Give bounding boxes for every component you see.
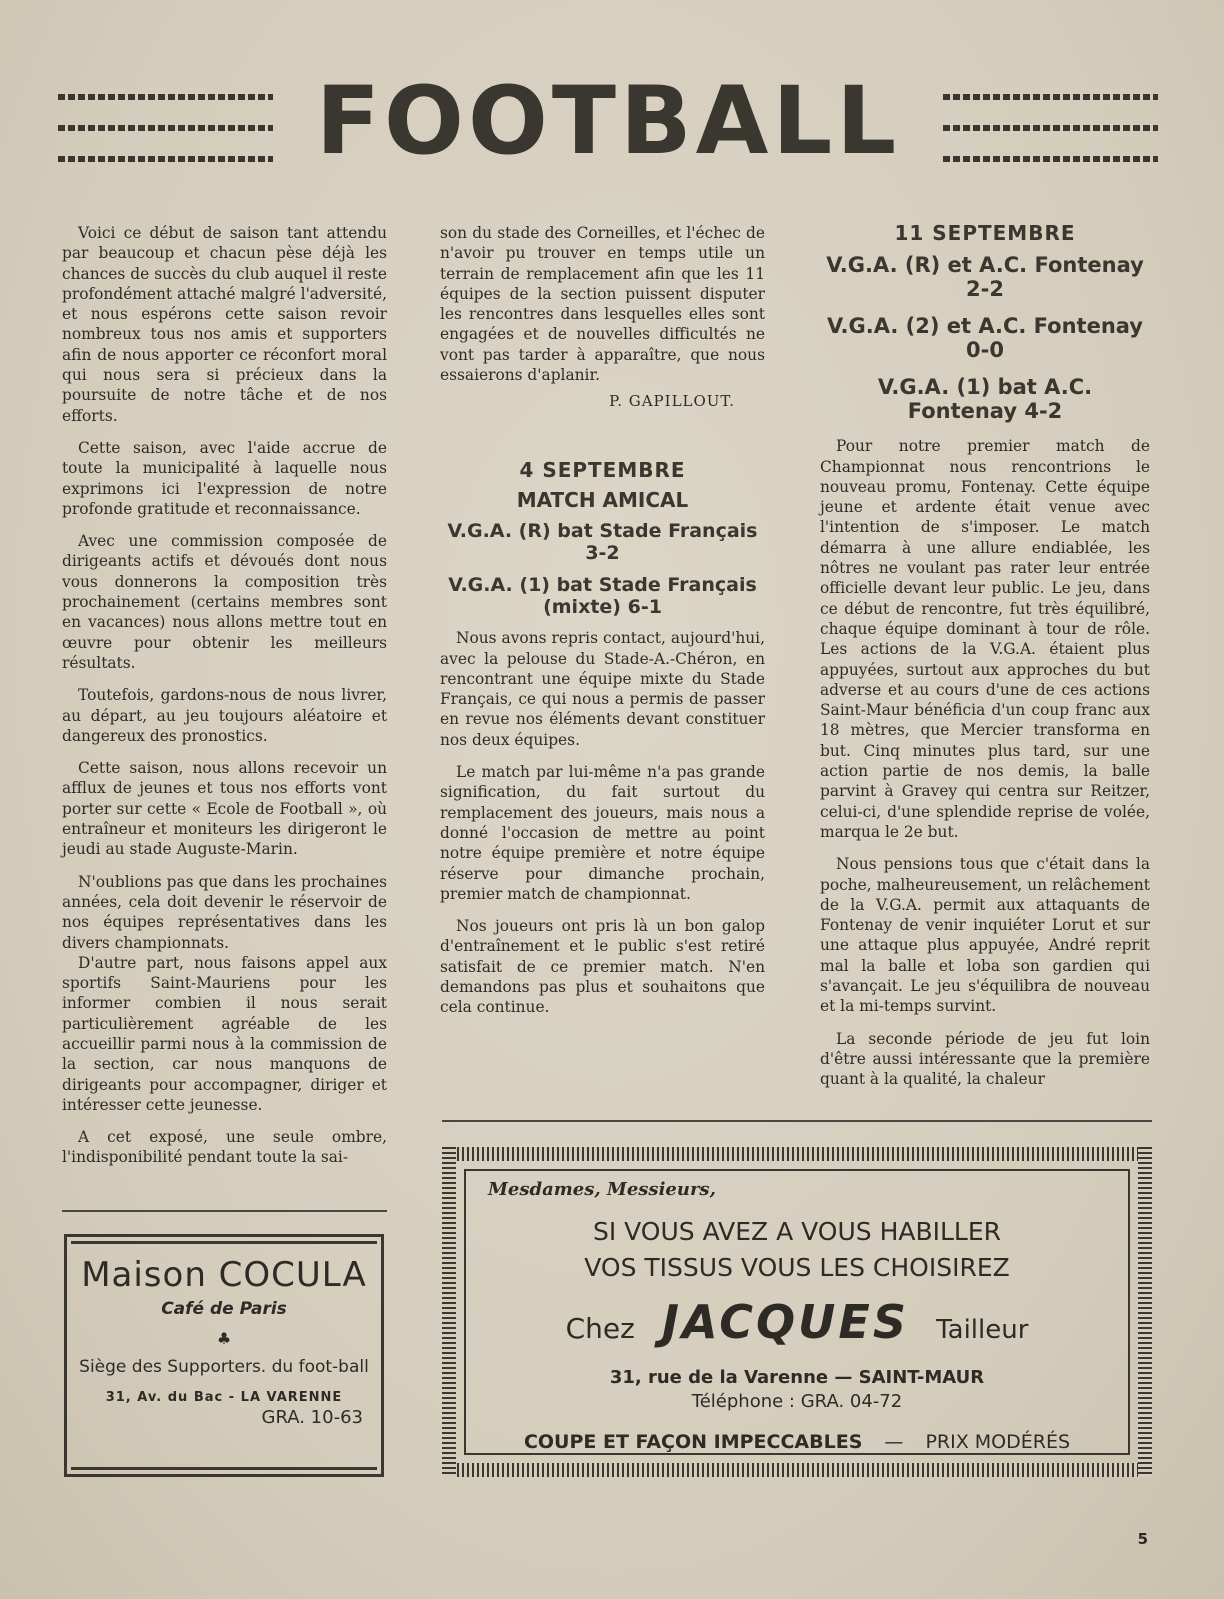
ad-tagline-sep: — bbox=[884, 1431, 904, 1453]
paragraph: N'oublions pas que dans les prochaines années, cela doit devenir le réservoir de nos équipes représentatives dans les divers championnats. bbox=[62, 872, 387, 952]
ad-border-right bbox=[1138, 1147, 1152, 1477]
clover-icon: ♣ bbox=[216, 1329, 232, 1348]
ad-brand: JACQUES bbox=[661, 1295, 909, 1349]
paragraph: Pour notre premier match de Championnat nous rencontrions le nouveau promu, Fontenay. Cette équipe jeune et ardente était venue avec l'intention de s'imposer. Le match démarra à une allure endiablée, les nôtres ne voulant pas rater leur entrée officielle devant leur public. Le jeu, dans ce début de rencontre, fut très équilibré, chaque équipe dominant à tour de rôle. Les actions de la V.G.A. étaient plus appuyées, surtout aux approches du but adverse et au cours d'une de ces actions Saint-Maur bénéficia d'un coup franc aux 18 mètres, que Mercier transforma en but. Cinq minutes plus tard, sur une action partie de nos demis, la balle parvint à Gravey qui centra sur Reitzer, celui-ci, d'une splendide reprise de volée, marqua le 2e but. bbox=[820, 437, 1150, 841]
paragraph: son du stade des Corneilles, et l'échec de n'avoir pu trouver en temps utile un terrain de remplacement afin que les 11 équipes de la section puissent disputer les rencontres dans lesquelles elles sont engagées et de nouvelles difficultés ne vont pas tarder à apparaître, que nous essaierons d'aplanir. bbox=[440, 224, 765, 385]
ad-brand-row bbox=[466, 1295, 1128, 1349]
author-signature: P. GAPILLOUT. bbox=[609, 392, 735, 411]
paragraph: D'autre part, nous faisons appel aux sportifs Saint-Mauriens pour les informer combien il nous serait particulièrement agréable de les accueillir parmi nous à la commission de la section, car nous manquons de dirigeants pour accompagner, diriger et intéresser cette jeunesse. bbox=[62, 953, 387, 1114]
ad-phone: Téléphone : GRA. 04-72 bbox=[691, 1391, 903, 1412]
header-rules-left bbox=[58, 94, 273, 164]
divider bbox=[62, 1210, 387, 1212]
match-result: V.G.A. (2) et A.C. Fontenay 0-0 bbox=[826, 314, 1143, 363]
shop-address: 31, Av. du Bac - LA VARENNE bbox=[105, 1390, 343, 1405]
match-result: V.G.A. (1) bat Stade Français (mixte) 6-1 bbox=[448, 574, 757, 619]
advertisement-cocula bbox=[64, 1234, 384, 1477]
shop-name: Maison COCULA bbox=[81, 1255, 367, 1295]
paragraph: Toutefois, gardons-nous de nous livrer, au départ, au jeu toujours aléatoire et dangereux des pronostics. bbox=[62, 686, 387, 745]
siege-text: Siège des Supporters. du foot-ball bbox=[79, 1357, 369, 1377]
paragraph: A cet exposé, une seule ombre, l'indisponibilité pendant toute la sai- bbox=[62, 1128, 387, 1167]
page-number: 5 bbox=[1137, 1530, 1148, 1548]
match-result: V.G.A. (1) bat A.C. Fontenay 4-2 bbox=[877, 375, 1093, 424]
ad-line: SI VOUS AVEZ A VOUS HABILLER bbox=[592, 1217, 1002, 1246]
header bbox=[58, 67, 1158, 176]
advertisement-jacques bbox=[442, 1147, 1152, 1477]
ad-line: VOS TISSUS VOUS LES CHOISIREZ bbox=[584, 1253, 1010, 1282]
paragraph: Le match par lui-même n'a pas grande signification, du fait surtout du remplacement des joueurs, mais nous a donné l'occasion de mettre au point notre équipe première et notre équipe réserve pour dimanche prochain, premier match de championnat. bbox=[440, 763, 765, 903]
paragraph: La seconde période de jeu fut loin d'être aussi intéressante que la première quant à la qualité, la chaleur bbox=[820, 1029, 1150, 1089]
paragraph: Voici ce début de saison tant attendu par beaucoup et chacun pèse déjà les chances de succès du club auquel il reste profondément attaché malgré l'adversité, et nous espérons cette saison revoir nombreux tous nos amis et supporters afin de nous apporter ce réconfort moral qui nous sera si précieux dans la poursuite de notre tâche et de nos efforts. bbox=[62, 224, 387, 425]
ad-border-left bbox=[442, 1147, 456, 1477]
divider bbox=[442, 1120, 1152, 1122]
ad-tagline bbox=[466, 1431, 1128, 1453]
shop-phone: GRA. 10-63 bbox=[261, 1407, 363, 1428]
ad-address: 31, rue de la Varenne — SAINT-MAUR bbox=[609, 1367, 985, 1388]
ad-border-top bbox=[442, 1147, 1152, 1161]
ad-greeting: Mesdames, Messieurs, bbox=[488, 1179, 716, 1200]
column-3 bbox=[820, 223, 1150, 1102]
match-date-heading: 4 SEPTEMBRE bbox=[519, 457, 686, 482]
match-result: V.G.A. (R) et A.C. Fontenay 2-2 bbox=[826, 253, 1144, 302]
match-result: V.G.A. (R) bat Stade Français 3-2 bbox=[447, 520, 758, 565]
page-title: FOOTBALL bbox=[315, 67, 901, 176]
ad-chez: Chez bbox=[565, 1312, 635, 1345]
ad-tailleur: Tailleur bbox=[936, 1315, 1029, 1345]
match-type-heading: MATCH AMICAL bbox=[516, 487, 689, 512]
ad-tagline-right: PRIX MODÉRÉS bbox=[925, 1431, 1071, 1453]
cafe-name: Café de Paris bbox=[161, 1299, 287, 1319]
paragraph: Avec une commission composée de dirigeants actifs et dévoués dont nous vous donnerons la composition très prochainement (certains membres sont en vacances) nous allons mettre tout en œuvre pour obtenir les meilleurs résultats. bbox=[62, 532, 387, 672]
ad-inner-frame bbox=[464, 1169, 1130, 1455]
paragraph: Nous pensions tous que c'était dans la poche, malheureusement, un relâchement de la V.G.A. permit aux attaquants de Fontenay de venir inquiéter Lorut et sur une attaque plus appuyée, André reprit mal la balle et loba son gardien qui s'avançait. Le jeu s'équilibra de nouveau et la mi-temps survint. bbox=[820, 855, 1150, 1016]
paragraph: Nous avons repris contact, aujourd'hui, avec la pelouse du Stade-A.-Chéron, en rencontrant une équipe mixte du Stade Français, ce qui nous a permis de passer en revue nos éléments devant constituer nos deux équipes. bbox=[440, 629, 765, 749]
paragraph: Cette saison, avec l'aide accrue de toute la municipalité à laquelle nous exprimons ici l'expression de notre profonde gratitude et reconnaissance. bbox=[62, 438, 387, 518]
column-1 bbox=[62, 223, 387, 1180]
header-rules-right bbox=[943, 94, 1158, 164]
ad-tagline-left: COUPE ET FAÇON IMPECCABLES bbox=[523, 1431, 863, 1453]
paragraph: Cette saison, nous allons recevoir un afflux de jeunes et tous nos efforts vont porter sur cette « Ecole de Football », où entraîneur et moniteurs les dirigeront le jeudi au stade Auguste-Marin. bbox=[62, 759, 387, 859]
paragraph: Nos joueurs ont pris là un bon galop d'entraînement et le public s'est retiré satisfait de ce premier match. N'en demandons pas plus et souhaitons que cela continue. bbox=[440, 917, 765, 1017]
match-date-heading: 11 SEPTEMBRE bbox=[894, 221, 1076, 245]
ad-border-bottom bbox=[442, 1463, 1152, 1477]
column-2 bbox=[440, 223, 765, 1030]
